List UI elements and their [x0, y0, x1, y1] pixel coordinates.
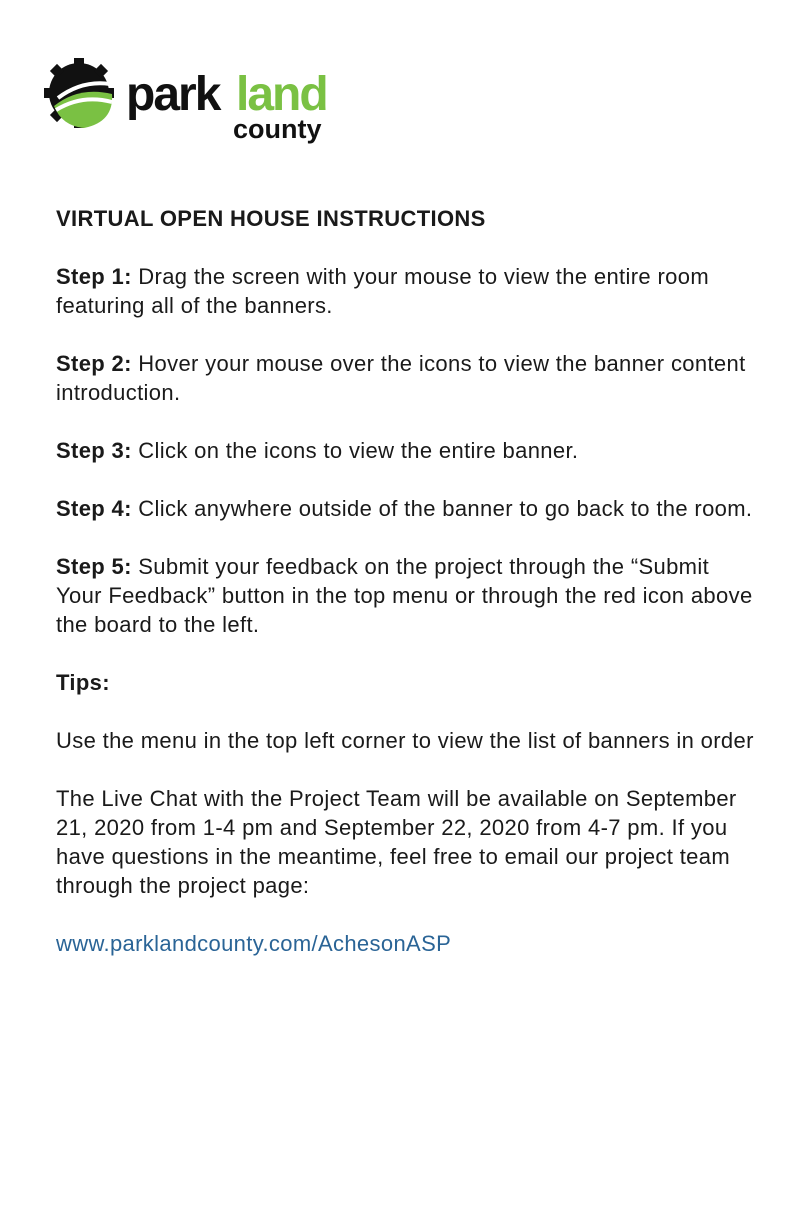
- step-5-text: Submit your feedback on the project through the “Submit Your Feedback” button in the top menu or through the red icon above the board to the left.: [56, 554, 753, 637]
- step-2: [56, 349, 756, 407]
- logo-word-park: park: [126, 68, 220, 121]
- step-4-text: Click anywhere outside of the banner to go back to the room.: [131, 496, 753, 521]
- step-1-label: Step 1:: [56, 264, 132, 289]
- step-3-label: Step 3:: [56, 438, 132, 463]
- step-3: [56, 436, 756, 465]
- tip-menu: Use the menu in the top left corner to view the list of banners in order: [56, 728, 754, 753]
- tip-live-chat: The Live Chat with the Project Team will be available on September 21, 2020 from 1-4 pm and September 22, 2020 from 4-7 pm. If you have questions in the meantime, feel free to email our project team through the project page:: [56, 786, 737, 898]
- step-5-label: Step 5:: [56, 554, 132, 579]
- gear-icon: [44, 58, 114, 128]
- page-title: VIRTUAL OPEN HOUSE INSTRUCTIONS: [56, 206, 486, 231]
- project-link-row: [56, 929, 756, 958]
- tips-heading: Tips:: [56, 670, 110, 695]
- step-1-text: Drag the screen with your mouse to view the entire room featuring all of the banners.: [56, 264, 709, 318]
- step-1: [56, 262, 756, 320]
- step-5: [56, 552, 756, 639]
- parkland-county-logo: [44, 58, 344, 148]
- instructions-content: [56, 204, 756, 987]
- step-2-text: Hover your mouse over the icons to view the banner content introduction.: [56, 351, 746, 405]
- logo-graphic: [44, 58, 344, 148]
- logo-word-land: land: [236, 68, 327, 121]
- step-2-label: Step 2:: [56, 351, 132, 376]
- project-page-link[interactable]: www.parklandcounty.com/AchesonASP: [56, 931, 452, 956]
- step-4: [56, 494, 756, 523]
- logo-word-county: county: [233, 114, 322, 144]
- step-3-text: Click on the icons to view the entire banner.: [131, 438, 579, 463]
- step-4-label: Step 4:: [56, 496, 132, 521]
